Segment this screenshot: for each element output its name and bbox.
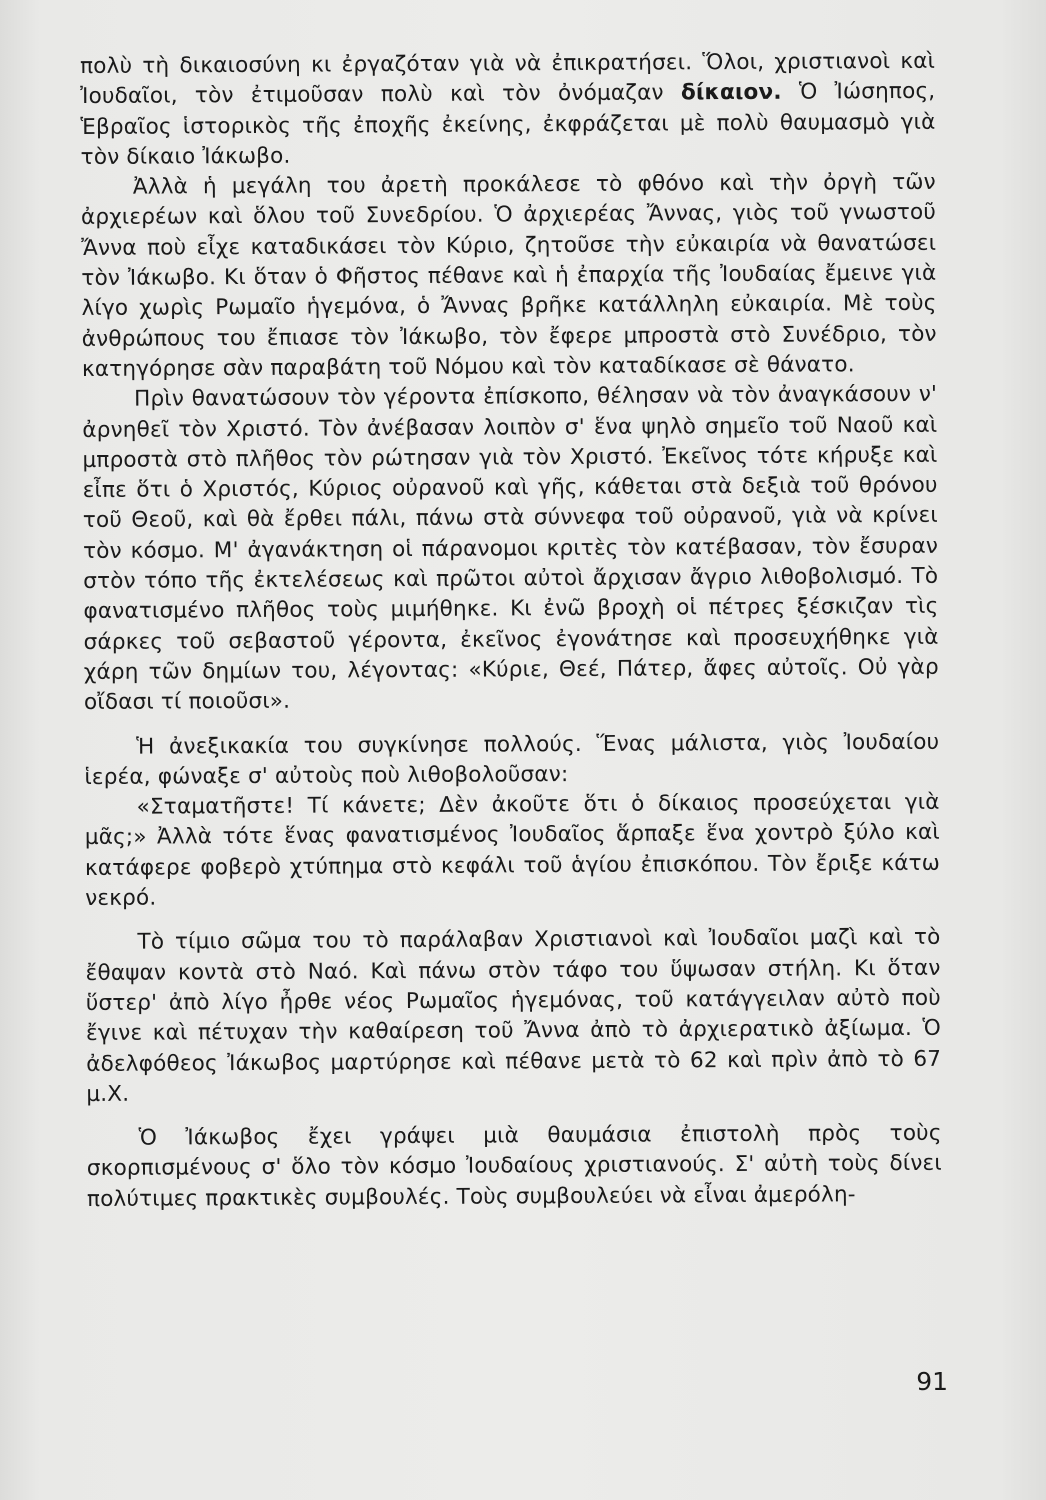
paragraph-1-before: πολὺ τὴ δικαιοσύνη κι ἐργαζόταν γιὰ νὰ ἐπικρατήσει. Ὅλοι, χριστιανοὶ καὶ Ἰουδαῖοι, τὸν ἐτιμοῦσαν πολὺ καὶ τὸν ὀνόμαζαν (80, 48, 936, 110)
paragraph-5: «Σταματῆστε! Τί κάνετε; Δὲν ἀκοῦτε ὅτι ὁ δίκαιος προσεύχεται γιὰ μᾶς;» Ἀλλὰ τότε ἕνας φανατισμένος Ἰουδαῖος ἅρπαξε ἕνα χοντρὸ ξύλο καὶ κατάφερε φοβερὸ χτύπημα στὸ κεφάλι τοῦ ἁγίου ἐπισκόπου. Τὸν ἔριξε κάτω νεκρό. (84, 789, 941, 911)
paragraph-1 (80, 47, 936, 173)
paragraph-4: Ἡ ἀνεξικακία του συγκίνησε πολλούς. Ἕνας μάλιστα, γιὸς Ἰουδαίου ἱερέα, φώναξε σ' αὐτοὺς ποὺ λιθοβολοῦσαν: (84, 729, 940, 790)
paragraph-2: Ἀλλὰ ἡ μεγάλη του ἀρετὴ προκάλεσε τὸ φθόνο καὶ τὴν ὀργὴ τῶν ἀρχιερέων καὶ ὅλου τοῦ Συνεδρίου. Ὁ ἀρχιερέας Ἄννας, γιὸς τοῦ γνωστοῦ Ἄννα ποὺ εἶχε καταδικάσει τὸν Κύριο, ζητοῦσε τὴν εὐκαιρία νὰ θανατώσει τὸν Ἰάκωβο. Κι ὅταν ὁ Φῆστος πέθανε καὶ ἡ ἐπαρχία τῆς Ἰουδαίας ἔμεινε γιὰ λίγο χωρὶς Ρωμαῖο ἡγεμόνα, ὁ Ἄννας βρῆκε κατάλληλη εὐκαιρία. Μὲ τοὺς ἀνθρώπους του ἔπιασε τὸν Ἰάκωβο, τὸν ἔφερε μπροστὰ στὸ Συνέδριο, τὸν κατηγόρησε σὰν παραβάτη τοῦ Νόμου καὶ τὸν καταδίκασε σὲ θάνατο. (80, 169, 937, 382)
paragraph-1-after: Ὁ Ἰώσηπος, Ἑβραῖος ἱστορικὸς τῆς ἐποχῆς ἐκείνης, ἐκφράζεται μὲ πολὺ θαυμασμὸ γιὰ τὸν δίκαιο Ἰάκωβο. (80, 79, 936, 170)
paragraph-3: Πρὶν θανατώσουν τὸν γέροντα ἐπίσκοπο, θέλησαν νὰ τὸν ἀναγκάσουν ν' ἀρνηθεῖ τὸν Χριστό. Τὸν ἀνέβασαν λοιπὸν σ' ἕνα ψηλὸ σημεῖο τοῦ Ναοῦ καὶ μπροστὰ στὸ πλῆθος τὸν ρώτησαν γιὰ τὸν Χριστό. Ἐκεῖνος τότε κήρυξε καὶ εἶπε ὅτι ὁ Χριστός, Κύριος οὐρανοῦ καὶ γῆς, κάθεται στὰ δεξιὰ τοῦ θρόνου τοῦ Θεοῦ, καὶ θὰ ἔρθει πάλι, πάνω στὰ σύννεφα τοῦ οὐρανοῦ, γιὰ νὰ κρίνει τὸν κόσμο. Μ' ἀγανάκτηση οἱ πάρανομοι κριτὲς τὸν κατέβασαν, τὸν ἔσυραν στὸν τόπο τῆς ἐκτελέσεως καὶ πρῶτοι αὐτοὶ ἄρχισαν ἄγριο λιθοβολισμό. Τὸ φανατισμένο πλῆθος τοὺς μιμήθηκε. Κι ἐνῶ βροχὴ οἱ πέτρες ξέσκιζαν τὶς σάρκες τοῦ σεβαστοῦ γέροντα, ἐκεῖνος ἐγονάτησε καὶ προσευχήθηκε γιὰ χάρη τῶν δημίων του, λέγοντας: «Κύριε, Θεέ, Πάτερ, ἄφες αὐτοῖς. Οὐ γὰρ οἴδασι τί ποιοῦσι». (82, 382, 939, 716)
emphasis-dikaion: δίκαιον. (680, 80, 782, 106)
paragraph-7: Ὁ Ἰάκωβος ἔχει γράψει μιὰ θαυμάσια ἐπιστολὴ πρὸς τοὺς σκορπισμένους σ' ὅλο τὸν κόσμο Ἰουδαίους χριστιανούς. Σ' αὐτὴ τοὺς δίνει πολύτιμες πρακτικὲς συμβουλές. Τοὺς συμβουλεύει νὰ εἶναι ἀμερόλη- (86, 1120, 942, 1212)
page-number: 91 (916, 1367, 948, 1396)
body-text (80, 47, 942, 1215)
paragraph-6: Τὸ τίμιο σῶμα του τὸ παράλαβαν Χριστιανοὶ καὶ Ἰουδαῖοι μαζὶ καὶ τὸ ἔθαψαν κοντὰ στὸ Ναό. Καὶ πάνω στὸν τάφο του ὕψωσαν στήλη. Κι ὅταν ὕστερ' ἀπὸ λίγο ἦρθε νέος Ρωμαῖος ἡγεμόνας, τοῦ κατάγγειλαν αὐτὸ ποὺ ἔγινε καὶ πέτυχαν τὴν καθαίρεση τοῦ Ἄννα ἀπὸ τὸ ἀρχιερατικὸ ἀξίωμα. Ὁ ἀδελφόθεος Ἰάκωβος μαρτύρησε καὶ πέθανε μετὰ τὸ 62 καὶ πρὶν ἀπὸ τὸ 67 μ.Χ. (85, 925, 942, 1107)
